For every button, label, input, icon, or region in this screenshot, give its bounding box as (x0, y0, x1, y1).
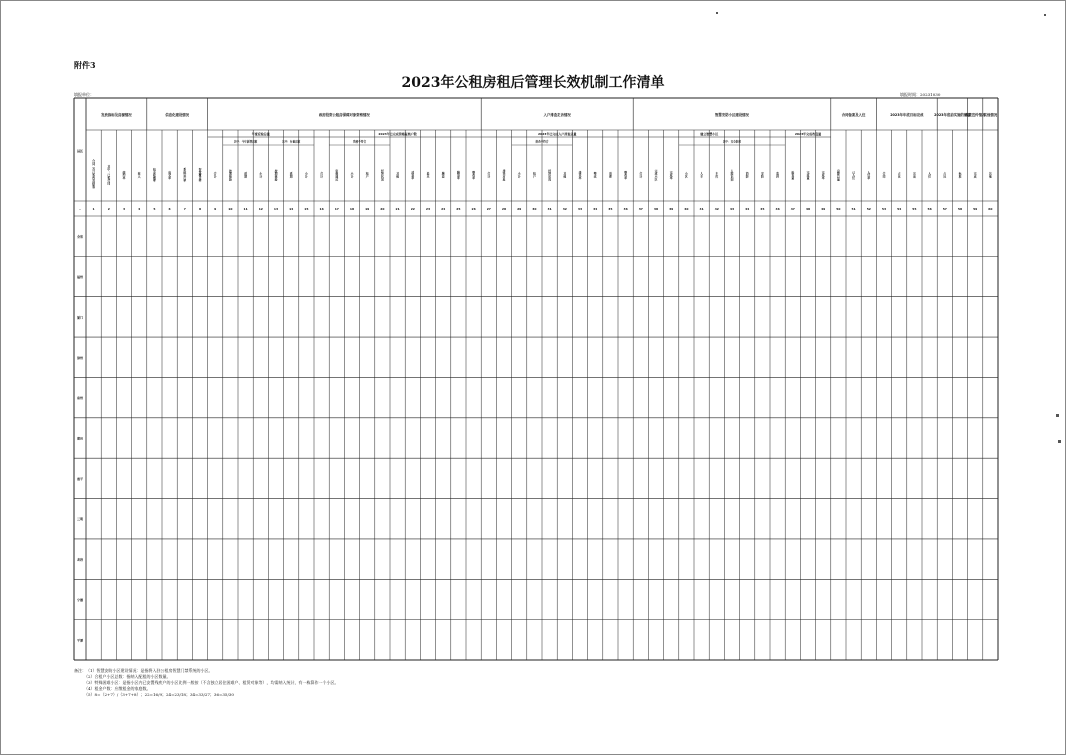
column-header: 排查率 (578, 170, 582, 180)
column-header: 人脸识别 (730, 169, 734, 181)
column-number: 55 (912, 207, 917, 211)
column-number: 8 (198, 207, 202, 211)
group-header: 合同备案及入住 (841, 113, 866, 117)
subgroup-header: 建立智慧小区 (700, 132, 719, 136)
subgroup-header: 年度应检总量 (251, 132, 270, 136)
column-header: 小计 (517, 172, 522, 178)
column-header: 完成量 (806, 170, 810, 180)
column-number: 57 (942, 207, 947, 211)
column-header: 占比 (942, 172, 947, 178)
note-line: （2）合租户小区总数：指纳入配租的小区数量。 (84, 674, 171, 679)
column-number: 47 (790, 207, 795, 211)
group-header: 2023年年底目标完成 (890, 113, 924, 117)
column-header: 完成 (973, 172, 978, 178)
column-header: 房源总量 (836, 169, 841, 181)
scan-speck (716, 12, 718, 14)
column-number: 53 (881, 207, 887, 211)
column-header: 经济状况 (547, 169, 552, 181)
column-number: 59 (973, 207, 978, 211)
column-number: 34 (593, 207, 598, 211)
group-header: 其他情况 (983, 113, 998, 117)
column-number: 44 (745, 207, 750, 211)
column-number: 15 (304, 207, 309, 211)
row-label: 南平 (76, 476, 84, 481)
column-number: 42 (714, 207, 719, 211)
column-header: 智慧覆盖率 (198, 168, 202, 182)
subgroup-header: 其中：存量房源 (282, 140, 301, 144)
column-number: 22 (410, 207, 415, 211)
column-number: 13 (273, 207, 279, 211)
column-header: 成交率 (167, 170, 172, 180)
group-header: 发放指标及房源情况 (101, 113, 132, 117)
column-header: 腾退率 (456, 170, 461, 180)
column-number: 6 (168, 207, 171, 211)
column-number: 2 (107, 207, 110, 211)
row-label: 平潭 (76, 638, 84, 643)
subgroup-header: 2023年完成改造量 (794, 132, 822, 136)
column-number: 45 (760, 207, 765, 211)
row-label: 莆田 (76, 436, 84, 441)
column-header: 租户 (532, 172, 537, 178)
column-number: 27 (486, 207, 491, 211)
column-number: 17 (334, 207, 339, 211)
column-header: 腾退 (441, 172, 446, 178)
subgroup-header: 排查不符合 (535, 140, 549, 144)
column-header: 审核通过 (334, 169, 339, 181)
column-number: 21 (395, 207, 400, 211)
column-number: 32 (562, 207, 567, 211)
column-number: 10 (228, 207, 233, 211)
column-header: 整改 (593, 172, 598, 178)
column-number: 40 (684, 207, 689, 211)
column-header: 完成小区 (654, 169, 658, 181)
column-header: 监控 (775, 172, 780, 178)
column-number: 26 (471, 207, 476, 211)
column-header: 整改率 (623, 170, 628, 180)
column-number: 41 (699, 207, 704, 211)
row-label: 三明 (76, 517, 84, 522)
column-number: 54 (897, 207, 902, 211)
column-number: 11 (243, 207, 248, 211)
column-number: 24 (441, 207, 446, 211)
column-header: 按期核验 (274, 169, 278, 181)
column-number: 39 (669, 207, 674, 211)
column-header: 小计 (258, 172, 263, 178)
column-number: 14 (289, 207, 294, 211)
page-title: 2023年公租房租后管理长效机制工作清单 (401, 75, 665, 91)
column-number: 46 (775, 207, 780, 211)
row-label: 漳州 (76, 355, 84, 360)
column-header: 退出 (426, 172, 430, 178)
column-header: 清退率 (410, 170, 415, 180)
column-header: 完成率 (821, 170, 826, 180)
column-header: 合计 (213, 172, 218, 178)
column-number: 33 (577, 207, 583, 211)
column-number: 51 (851, 207, 856, 211)
column-header: 小计 (304, 172, 309, 178)
column-header: 其中：已签合同 (106, 165, 111, 185)
column-header: 其他 (988, 172, 993, 178)
column-header: 检查量 (790, 170, 795, 180)
row-label: 龙岩 (76, 557, 84, 562)
note-line: （4）租金户数：应缴租金的家庭数。 (84, 686, 151, 691)
column-header: 消防 (745, 172, 750, 178)
column-number: 25 (456, 207, 461, 211)
note-line: （3）特殊困难小区：是指小区内已安置残疾户的小区比例一般按（不含独立居住困难户、租赁对象等），均需纳入统计，有一栋算作一个小区。 (84, 680, 339, 685)
column-header: 车库 (714, 172, 719, 178)
notes-block (74, 668, 339, 698)
group-header: 入户排查走访情况 (543, 113, 571, 117)
column-header: 延期 (243, 172, 248, 178)
row-header-label: 县区 (76, 149, 84, 153)
column-header: 按期核验 (228, 169, 233, 181)
column-header: 租户 (365, 172, 370, 178)
column-header: 完成率 (669, 170, 674, 180)
column-number: 29 (517, 207, 522, 211)
attachment-label: 附件3 (74, 60, 96, 70)
subgroup-header: 其中：今年新增房源 (233, 140, 258, 144)
scan-speck (1056, 414, 1059, 417)
column-number: 48 (805, 207, 811, 211)
column-number: 5 (153, 207, 156, 211)
row-label: 宁德 (76, 597, 84, 602)
column-header: 续约率 (122, 170, 126, 180)
group-header: 政府投资公租房保障对象资格情况 (318, 113, 370, 117)
column-header: 系统运行率 (182, 168, 187, 182)
note-line: （5）8=（2+7）/（3+7+8）；22=16/9；24=23/18；34=33/27；36=35/30 (84, 692, 234, 697)
column-number: 38 (653, 207, 659, 211)
column-header: 完成 (912, 172, 917, 178)
column-number: 4 (138, 207, 141, 211)
column-header: 标准 (958, 172, 962, 178)
column-number: 19 (365, 207, 370, 211)
column-header: 其他 (395, 172, 400, 178)
column-header: 延期 (289, 172, 294, 178)
column-header: 合同（含已签约及续签） (91, 159, 96, 191)
scan-speck (1044, 14, 1046, 16)
column-header: 小计 (350, 172, 354, 178)
column-header: 合计 (638, 172, 643, 178)
column-number: 16 (319, 207, 324, 211)
column-header: 合计 (486, 172, 491, 178)
row-label: 泉州 (76, 396, 84, 401)
column-header: 已入住 (851, 170, 856, 180)
column-header: 占比 (897, 172, 902, 178)
group-header: 智慧安防小区建设情况 (715, 113, 749, 117)
column-header: 排查对象 (502, 169, 506, 181)
fill-date-label: 填报时间：20231030 (900, 92, 941, 97)
column-header: 收入 (137, 172, 142, 178)
column-number: 28 (501, 207, 507, 211)
column-number: 60 (988, 207, 993, 211)
column-header: 其他 (562, 172, 567, 178)
column-number: 1 (92, 207, 95, 211)
column-number: 49 (821, 207, 826, 211)
column-number: 7 (183, 207, 186, 211)
column-number: - (79, 207, 81, 211)
subgroup-header: 2023年已完成资格复核户数 (378, 132, 417, 136)
subgroup-header: 资格不符合 (353, 140, 367, 144)
subgroup-header: 其中：安全防范 (722, 140, 742, 144)
group-header: 2023年底前实施的排查 (934, 113, 971, 117)
column-header: 合计 (319, 172, 324, 178)
column-number: 18 (349, 207, 355, 211)
column-number: 50 (836, 207, 841, 211)
group-header: 信息化建设情况 (165, 113, 190, 117)
subgroup-header: 2023年已完成入户排查总量 (538, 132, 577, 136)
column-header: 经济状况 (380, 169, 385, 181)
column-header: 入住率 (866, 170, 871, 180)
column-header: 合同 (882, 172, 886, 178)
column-header: 人车 (699, 172, 704, 178)
column-header: 整改率 (471, 170, 476, 180)
column-number: 52 (866, 207, 871, 211)
column-number: 36 (623, 207, 628, 211)
column-number: 20 (380, 207, 385, 211)
column-number: 12 (258, 207, 263, 211)
column-number: 35 (608, 207, 613, 211)
column-number: 3 (122, 207, 126, 211)
column-header: 安防 (760, 172, 765, 178)
column-header: 租金收缴率 (152, 168, 157, 182)
column-header: 清理 (608, 172, 613, 178)
row-label: 厦门 (76, 315, 84, 320)
row-label: 福州 (76, 275, 84, 280)
column-number: 58 (957, 207, 963, 211)
column-header: 小区 (684, 172, 689, 178)
row-label: 全省 (76, 234, 84, 239)
scan-speck (1058, 440, 1061, 443)
column-number: 31 (547, 207, 552, 211)
column-number: 9 (214, 207, 217, 211)
unit-label: 填报单位： (74, 92, 94, 97)
column-number: 43 (729, 207, 735, 211)
note-line: 备注：（1）智慧安防小区建设情况：是指将入驻公租房智慧门禁系统的小区。 (74, 668, 213, 673)
column-number: 37 (638, 207, 643, 211)
column-number: 23 (425, 207, 431, 211)
column-number: 56 (927, 207, 932, 211)
column-header: 入住 (927, 172, 932, 178)
group-header: 政策宣传情况 (965, 113, 986, 117)
column-number: 30 (532, 207, 537, 211)
